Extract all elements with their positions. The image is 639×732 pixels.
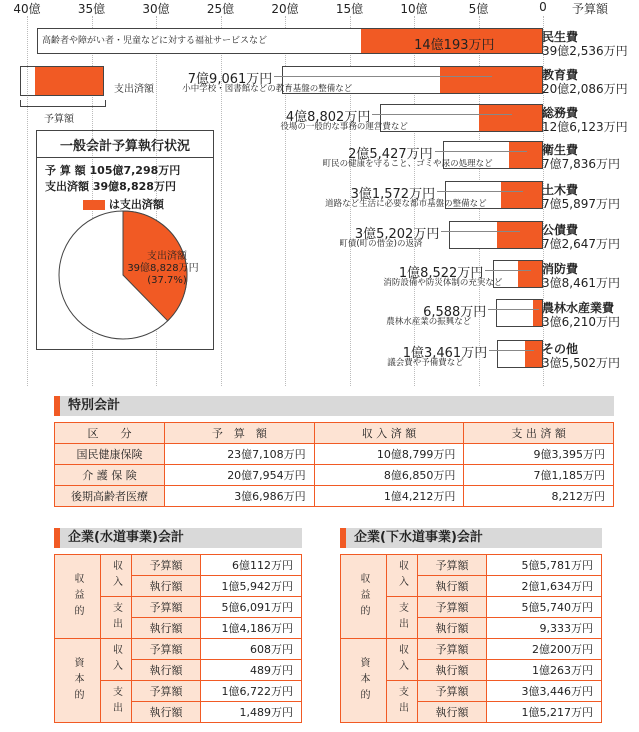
category-spent: 1億3,461万円 [402, 346, 488, 361]
bar-spent [518, 261, 542, 287]
category-spent: 7億9,061万円 [187, 72, 273, 87]
row-type-label: 予算額 [418, 681, 487, 702]
io-label: 支出 [387, 681, 418, 723]
value-cell: 5億6,091万円 [201, 597, 302, 618]
pie-label-pct: (37.7%) [147, 275, 187, 286]
bar-budget [497, 340, 543, 368]
row-type-label: 執行額 [418, 618, 487, 639]
special-header-cell: 区 分 [55, 423, 165, 444]
axis-tick-label: 35億 [77, 2, 106, 16]
summary-budget-value: 105億7,298万円 [89, 164, 181, 177]
group-label: 収益的 [55, 555, 101, 639]
category-budget: 7億5,897万円 [542, 197, 620, 211]
row-type-label: 予算額 [418, 555, 487, 576]
special-cell: 3億6,986万円 [165, 486, 315, 507]
bar-spent [440, 67, 542, 93]
axis-tick-label: 0 [539, 0, 547, 14]
leader-line [372, 114, 511, 115]
value-cell: 1億5,942万円 [201, 576, 302, 597]
value-cell: 1億4,186万円 [201, 618, 302, 639]
category-desc: 農林水産業の振興など [386, 317, 472, 327]
group-label: 資本的 [55, 639, 101, 723]
leader-line [274, 76, 492, 77]
row-type-label: 予算額 [132, 639, 201, 660]
category-desc: 町民の健康を守ること、ゴミや尿の処理など [322, 159, 493, 169]
special-row-label: 後期高齢者医療 [55, 486, 165, 507]
row-type-label: 執行額 [132, 702, 201, 723]
value-cell: 1億263万円 [487, 660, 602, 681]
row-type-label: 執行額 [132, 576, 201, 597]
group-label: 資本的 [341, 639, 387, 723]
category-name: 民生費 [542, 30, 579, 44]
summary-spent-label: 支出済額 [45, 180, 89, 193]
table-row [55, 486, 614, 507]
category-name: 衛生費 [542, 143, 579, 157]
row-type-label: 予算額 [132, 597, 201, 618]
special-cell: 8,212万円 [464, 486, 614, 507]
category-spent: 14億193万円 [414, 38, 495, 53]
value-cell: 6億112万円 [201, 555, 302, 576]
summary-box [36, 130, 214, 350]
value-cell: 5億5,781万円 [487, 555, 602, 576]
leader-line [441, 231, 520, 232]
axis-tick-label: 30億 [142, 2, 170, 16]
category-budget: 20億2,086万円 [542, 82, 628, 96]
bar-budget [449, 221, 543, 249]
special-title: 特別会計 [54, 396, 614, 416]
pie-label-value: 39億8,828万円 [127, 263, 199, 274]
bar-spent [479, 105, 542, 131]
special-header-cell: 予 算 額 [165, 423, 315, 444]
io-label: 収入 [387, 639, 418, 681]
axis-tick-label: 40億 [13, 2, 41, 16]
table-row [341, 555, 602, 576]
special-header-cell: 支 出 済 額 [464, 423, 614, 444]
category-name: その他 [542, 342, 579, 356]
bar-spent [501, 182, 542, 208]
row-type-label: 予算額 [132, 555, 201, 576]
category-spent: 3億1,572万円 [350, 187, 436, 202]
category-budget: 3億6,210万円 [542, 315, 620, 329]
category-name: 総務費 [542, 106, 579, 120]
value-cell: 1億6,722万円 [201, 681, 302, 702]
category-spent: 3億5,202万円 [354, 227, 440, 242]
water-table [54, 554, 302, 723]
row-type-label: 予算額 [418, 639, 487, 660]
row-type-label: 執行額 [418, 576, 487, 597]
category-spent: 6,588万円 [423, 305, 487, 320]
io-label: 収入 [101, 555, 132, 597]
value-cell: 2億200万円 [487, 639, 602, 660]
category-name: 教育費 [542, 68, 579, 82]
leader-line [437, 191, 523, 192]
bar-spent [525, 341, 542, 367]
summary-legend-text: は支出済額 [108, 198, 164, 211]
category-desc: 消防設備や防災体制の充実など [383, 278, 503, 288]
legend-budget-label: 予算額 [44, 114, 74, 125]
group-label: 収益的 [341, 555, 387, 639]
category-budget: 3億5,502万円 [542, 356, 620, 370]
bar-spent [533, 300, 542, 326]
summary-budget-label: 予 算 額 [45, 164, 86, 177]
pie-label-title: 支出済額 [147, 251, 187, 262]
value-cell: 1,489万円 [201, 702, 302, 723]
special-header-row [55, 423, 614, 444]
table-row [55, 465, 614, 486]
special-table [54, 422, 614, 507]
table-row [341, 639, 602, 660]
category-budget: 12億6,123万円 [542, 120, 628, 134]
table-row [55, 555, 302, 576]
table-row [55, 639, 302, 660]
value-cell: 9,333万円 [487, 618, 602, 639]
axis-budget-label: 予算額 [572, 2, 609, 16]
summary-title: 一般会計予算執行状況 [37, 135, 213, 158]
special-row-label: 介 護 保 険 [55, 465, 165, 486]
category-name: 農林水産業費 [542, 301, 615, 315]
special-cell: 20億7,954万円 [165, 465, 315, 486]
category-budget: 7億7,836万円 [542, 157, 620, 171]
table-row [55, 444, 614, 465]
special-cell: 9億3,395万円 [464, 444, 614, 465]
category-spent: 2億5,427万円 [348, 147, 433, 162]
legend [20, 62, 154, 125]
special-cell: 8億6,850万円 [314, 465, 464, 486]
summary-spent-value: 39億8,828万円 [92, 180, 176, 193]
io-label: 支出 [101, 681, 132, 723]
leader-line [489, 350, 534, 351]
axis-tick-label: 10億 [400, 2, 428, 16]
bar-budget [496, 299, 543, 327]
sewer-title: 企業(下水道事業)会計 [340, 528, 602, 548]
special-row-label: 国民健康保険 [55, 444, 165, 465]
io-label: 収入 [101, 639, 132, 681]
leader-line [488, 309, 538, 310]
axis-tick-label: 15億 [335, 2, 364, 16]
row-type-label: 予算額 [132, 681, 201, 702]
special-cell: 10億8,799万円 [314, 444, 464, 465]
row-type-label: 予算額 [418, 597, 487, 618]
io-label: 支出 [387, 597, 418, 639]
row-type-label: 執行額 [132, 618, 201, 639]
category-budget: 3億8,461万円 [542, 276, 620, 290]
value-cell: 608万円 [201, 639, 302, 660]
value-cell: 1億5,217万円 [487, 702, 602, 723]
row-type-label: 執行額 [418, 660, 487, 681]
bar-spent [509, 142, 542, 168]
row-type-label: 執行額 [418, 702, 487, 723]
pie-label [129, 251, 205, 287]
category-name: 公債費 [542, 223, 579, 237]
special-header-cell: 収 入 済 額 [314, 423, 464, 444]
leader-line [485, 270, 531, 271]
special-cell: 23億7,108万円 [165, 444, 315, 465]
value-cell: 5億5,740万円 [487, 597, 602, 618]
sewer-table [340, 554, 602, 723]
axis-tick-label: 25億 [206, 2, 235, 16]
io-label: 収入 [387, 555, 418, 597]
value-cell: 2億1,634万円 [487, 576, 602, 597]
bar-spent [497, 222, 542, 248]
legend-bar [20, 66, 104, 96]
axis-tick-label: 20億 [271, 2, 299, 16]
special-cell: 1億4,212万円 [314, 486, 464, 507]
value-cell: 489万円 [201, 660, 302, 681]
category-desc: 役場の一般的な事務の運営費など [280, 122, 408, 132]
legend-spent-label: 支出済額 [114, 84, 154, 95]
category-name: 消防費 [542, 262, 579, 276]
category-name: 土木費 [542, 183, 579, 197]
special-cell: 7億1,185万円 [464, 465, 614, 486]
water-title: 企業(水道事業)会計 [54, 528, 302, 548]
leader-line [435, 151, 527, 152]
category-budget: 7億2,647万円 [542, 237, 620, 251]
category-desc: 町債(町の借金)の返済 [339, 239, 423, 249]
row-type-label: 執行額 [132, 660, 201, 681]
category-spent: 1億8,522万円 [398, 266, 484, 281]
value-cell: 3億3,446万円 [487, 681, 602, 702]
category-desc: 小中学校・図書館などの教育基盤の整備など [182, 84, 353, 94]
category-desc: 道路など生活に必要な都市基盤の整備など [325, 199, 487, 209]
io-label: 支出 [101, 597, 132, 639]
category-spent: 4億8,802万円 [285, 110, 371, 125]
category-desc: 高齢者や障がい者・児童などに対する福祉サービスなど [42, 36, 268, 46]
category-budget: 39億2,536万円 [542, 44, 628, 58]
axis-tick-label: 5億 [468, 2, 489, 16]
category-desc: 議会費や予備費など [387, 358, 464, 368]
